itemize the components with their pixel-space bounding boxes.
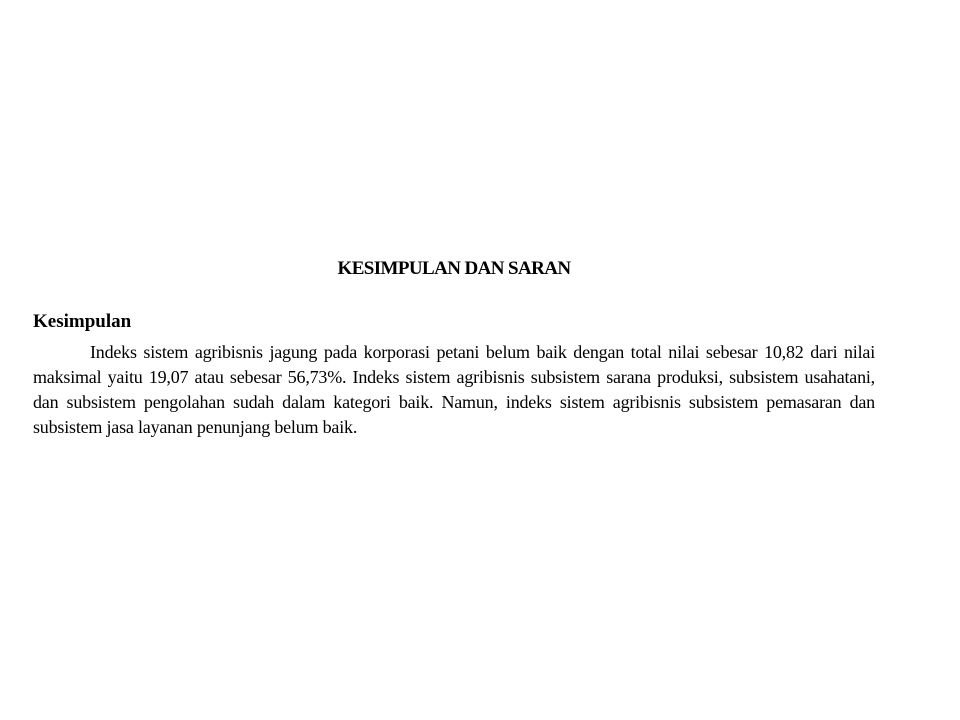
body-paragraph: Indeks sistem agribisnis jagung pada korporasi petani belum baik dengan total nilai sebesar 10,82 dari nilai maksimal yaitu 19,07 atau sebesar 56,73%. Indeks sistem agribisnis subsistem sarana produksi, subsistem usahatani, dan subsistem pengolahan sudah dalam kategori baik. Namun, indeks sistem agribisnis subsistem pemasaran dan subsistem jasa layanan penunjang belum baik.: [33, 342, 875, 437]
section-heading: Kesimpulan: [33, 311, 132, 332]
page-title: KESIMPULAN DAN SARAN: [337, 258, 571, 279]
